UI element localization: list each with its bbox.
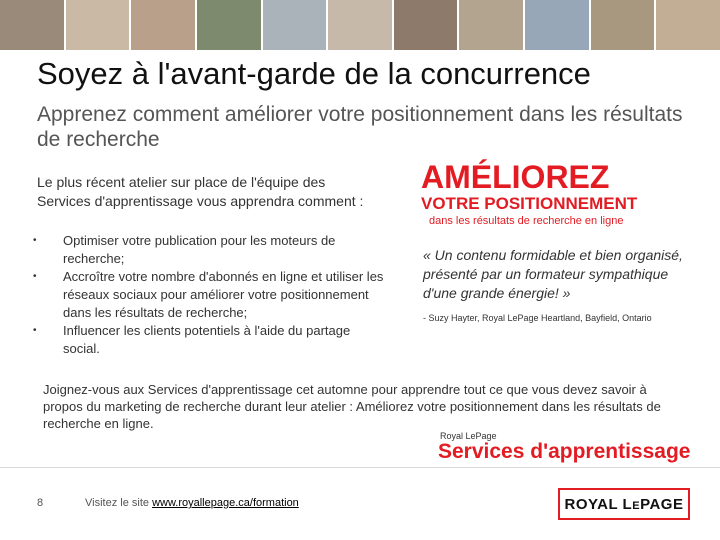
promo-subheadline: VOTRE POSITIONNEMENT (421, 194, 638, 213)
testimonial-attribution: - Suzy Hayter, Royal LePage Heartland, Bayfield, Ontario (423, 313, 652, 323)
visit-label: Visitez le site (85, 497, 153, 509)
logo-text: ROYAL LEPAGE (564, 495, 684, 513)
brand-small-label: Royal LePage (440, 431, 497, 441)
promo-banner (421, 160, 691, 235)
photo-tile (263, 0, 327, 50)
photo-tile (131, 0, 195, 50)
promo-caption: dans les résultats de recherche en ligne (429, 215, 624, 227)
page-number: 8 (37, 497, 44, 509)
formation-link[interactable]: www.royallepage.ca/formation (152, 497, 299, 509)
photo-tile (656, 0, 720, 50)
join-text: Joignez-vous aux Services d'apprentissage cet automne pour apprendre tout ce que vous devez savoir à propos du marketing de recherche durant leur atelier : Améliorez votre positionnement dans les résultats de recherche en ligne. (43, 382, 661, 431)
slide-title: Soyez à l'avant-garde de la concurrence (37, 56, 591, 91)
photo-tile (525, 0, 589, 50)
photo-tile (459, 0, 523, 50)
intro-text: Le plus récent atelier sur place de l'équipe des Services d'apprentissage vous apprendra comment : (37, 174, 364, 209)
brand-services-label: Services d'apprentissage (438, 440, 691, 463)
photo-tile (66, 0, 130, 50)
bullet-item: • Optimiser votre publication pour les moteurs de recherche; (30, 232, 390, 268)
testimonial-quote: « Un contenu formidable et bien organisé, présenté par un formateur sympathique d'une grande énergie! » (423, 247, 683, 301)
photo-strip (0, 0, 720, 50)
visit-text (85, 497, 299, 509)
photo-tile (394, 0, 458, 50)
photo-tile (197, 0, 261, 50)
photo-tile (591, 0, 655, 50)
slide-subtitle: Apprenez comment améliorer votre positionnement dans les résultats de recherche (37, 103, 683, 151)
bullet-item: • Influencer les clients potentiels à l'aide du partage social. (30, 322, 390, 358)
footer-divider (0, 467, 720, 468)
royal-lepage-logo (558, 488, 690, 520)
photo-tile (328, 0, 392, 50)
bullet-list (30, 232, 390, 358)
promo-headline: AMÉLIOREZ (421, 159, 610, 195)
photo-tile (0, 0, 64, 50)
bullet-item: • Accroître votre nombre d'abonnés en ligne et utiliser les réseaux sociaux pour améliorer votre positionnement dans les résultats de recherche; (30, 268, 390, 322)
